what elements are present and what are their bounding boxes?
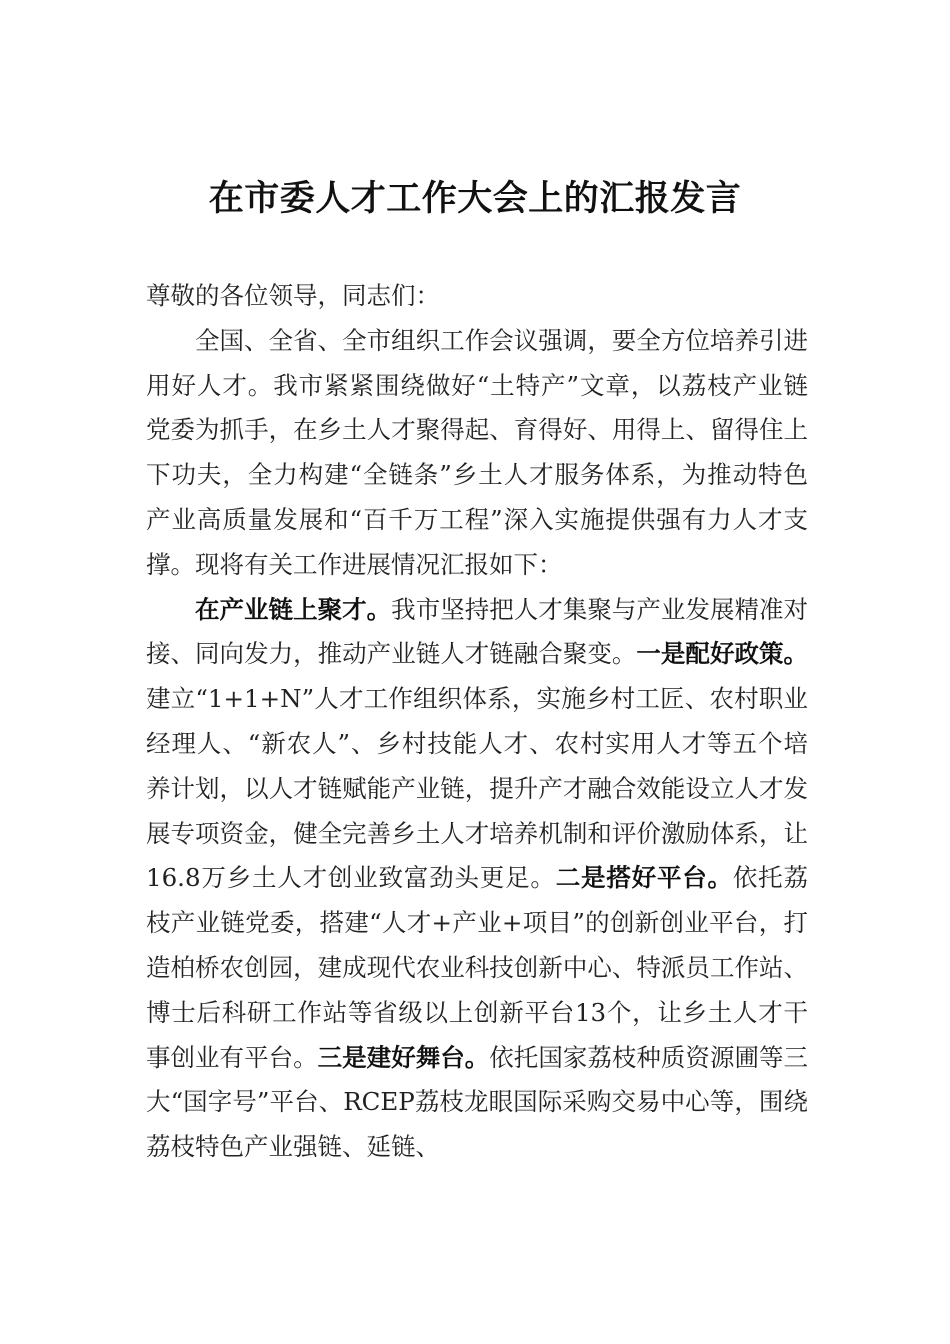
section-heading: 在产业链上聚才。: [195, 594, 392, 624]
section-paragraph-talent-gathering: [146, 588, 808, 1170]
point-heading-policy: 一是配好政策。: [636, 639, 809, 669]
salutation: 尊敬的各位领导，同志们：: [146, 281, 440, 310]
point-text-policy: 建立“1+1+N”人才工作组织体系，实施乡村工匠、农村职业经理人、“新农人”、乡村技能人才、农村实用人才等五个培养计划，以人才链赋能产业链，提升产才融合效能设立人才发展专项资金，健全完善乡土人才培养机制和评价激励体系，让16.8万乡土人才创业致富劲头更足。: [146, 684, 808, 893]
point-heading-stage: 三是建好舞台。: [317, 1042, 490, 1072]
point-text-platform: 依托荔枝产业链党委，搭建“人才+产业+项目”的创新创业平台，打造柏桥农创园，建成现代农业科技创新中心、特派员工作站、博士后科研工作站等省级以上创新平台13个，让乡土人才干事创业有平台。: [146, 863, 808, 1072]
point-text-stage: 依托国家荔枝种质资源圃等三大“国字号”平台、RCEP荔枝龙眼国际采购交易中心等，围绕荔枝特色产业强链、延链、: [146, 1042, 809, 1162]
document-title: 在市委人才工作大会上的汇报发言: [208, 178, 742, 219]
point-heading-platform: 二是搭好平台。: [555, 863, 733, 893]
section-lead-text: 我市坚持把人才集聚与产业发展精准对接、同向发力，推动产业链人才链融合聚变。: [146, 594, 809, 669]
document-body: [146, 274, 808, 1170]
intro-paragraph: 全国、全省、全市组织工作会议强调，要全方位培养引进用好人才。我市紧紧围绕做好“土特产”文章，以荔枝产业链党委为抓手，在乡土人才聚得起、育得好、用得上、留得住上下功夫，全力构建“全链条”乡土人才服务体系，为推动特色产业高质量发展和“百千万工程”深入实施提供强有力人才支撑。现将有关工作进展情况汇报如下：: [146, 325, 808, 579]
